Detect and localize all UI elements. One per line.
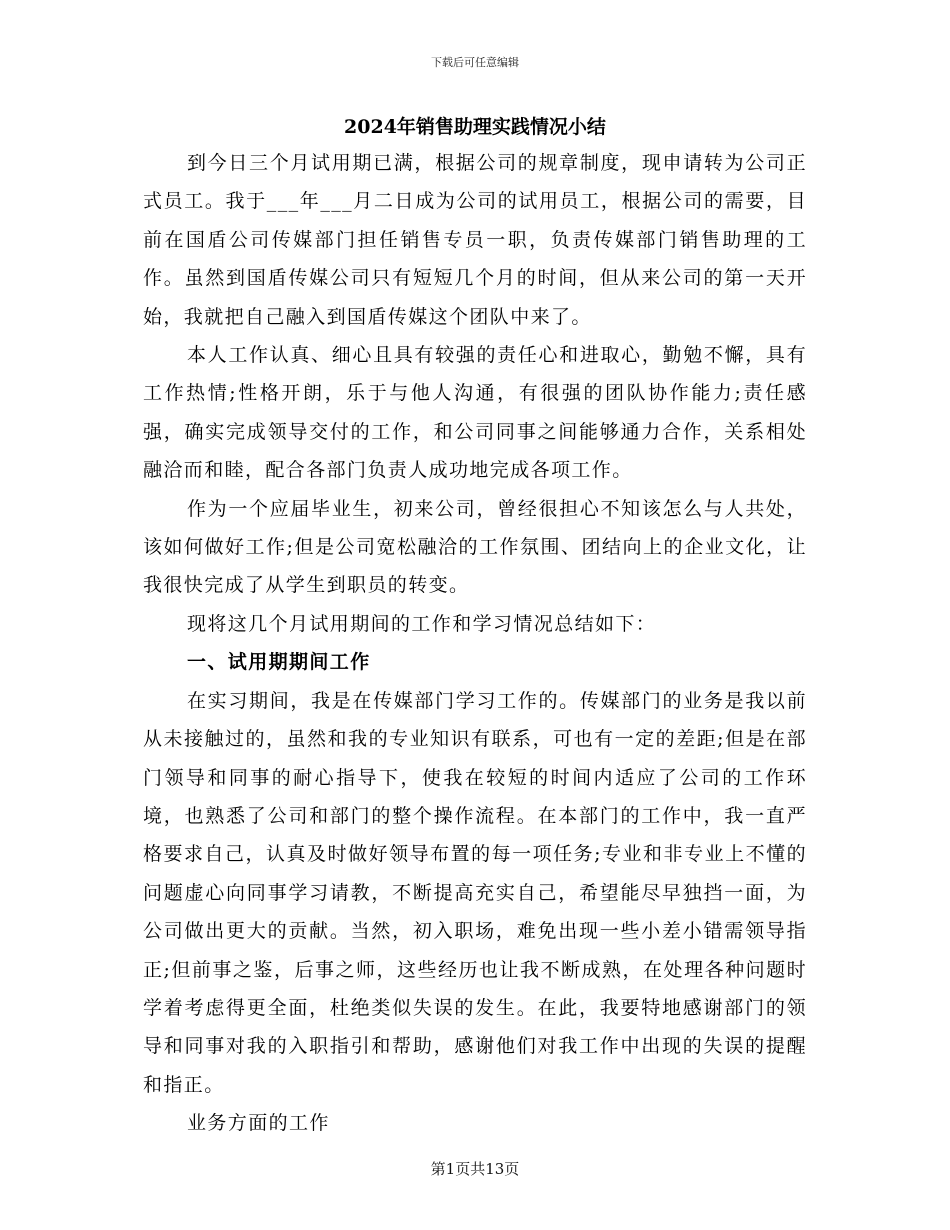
paragraph-intro: 到今日三个月试用期已满，根据公司的规章制度，现申请转为公司正式员工。我于___年___月二日成为公司的试用员工，根据公司的需要，目前在国盾公司传媒部门担任销售专员一职，负责传媒部门销售助理的工作。虽然到国盾传媒公司只有短短几个月的时间，但从来公司的第一天开始，我就把自己融入到国盾传媒这个团队中来了。 xyxy=(143,152,807,328)
paragraph-trial-work: 在实习期间，我是在传媒部门学习工作的。传媒部门的业务是我以前从未接触过的，虽然和我的专业知识有联系，可也有一定的差距;但是在部门领导和同事的耐心指导下，使我在较短的时间内适应了公司的工作环境，也熟悉了公司和部门的整个操作流程。在本部门的工作中，我一直严格要求自己，认真及时做好领导布置的每一项任务;专业和非专业上不懂的问题虚心向同事学习请教，不断提高充实自己，希望能尽早独挡一面，为公司做出更大的贡献。当然，初入职场，难免出现一些小差小错需领导指正;但前事之鉴，后事之师，这些经历也让我不断成熟，在处理各种问题时学着考虑得更全面，杜绝类似失误的发生。在此，我要特地感谢部门的领导和同事对我的入职指引和帮助，感谢他们对我工作中出现的失误的提醒和指正。 xyxy=(143,689,807,1096)
paragraph-summary-lead: 现将这几个月试用期间的工作和学习情况总结如下： xyxy=(187,612,657,635)
document-title: 2024年销售助理实践情况小结 xyxy=(344,116,606,138)
document-body xyxy=(143,144,807,1143)
paragraph-character: 本人工作认真、细心且具有较强的责任心和进取心，勤勉不懈，具有工作热情;性格开朗，乐于与他人沟通，有很强的团队协作能力;责任感强，确实完成领导交付的工作，和公司同事之间能够通力合作，关系相处融洽而和睦，配合各部门负责人成功地完成各项工作。 xyxy=(143,344,807,482)
paragraph-adaptation: 作为一个应届毕业生，初来公司，曾经很担心不知该怎么与人共处，该如何做好工作;但是公司宽松融洽的工作氛围、团结向上的企业文化，让我很快完成了从学生到职员的转变。 xyxy=(143,497,807,597)
subheading-business-work: 业务方面的工作 xyxy=(187,1112,330,1135)
header-note: 下载后可任意编辑 xyxy=(431,56,519,69)
page-number: 第1页共13页 xyxy=(430,1160,520,1178)
section-heading-trial-work: 一、试用期期间工作 xyxy=(187,651,371,674)
